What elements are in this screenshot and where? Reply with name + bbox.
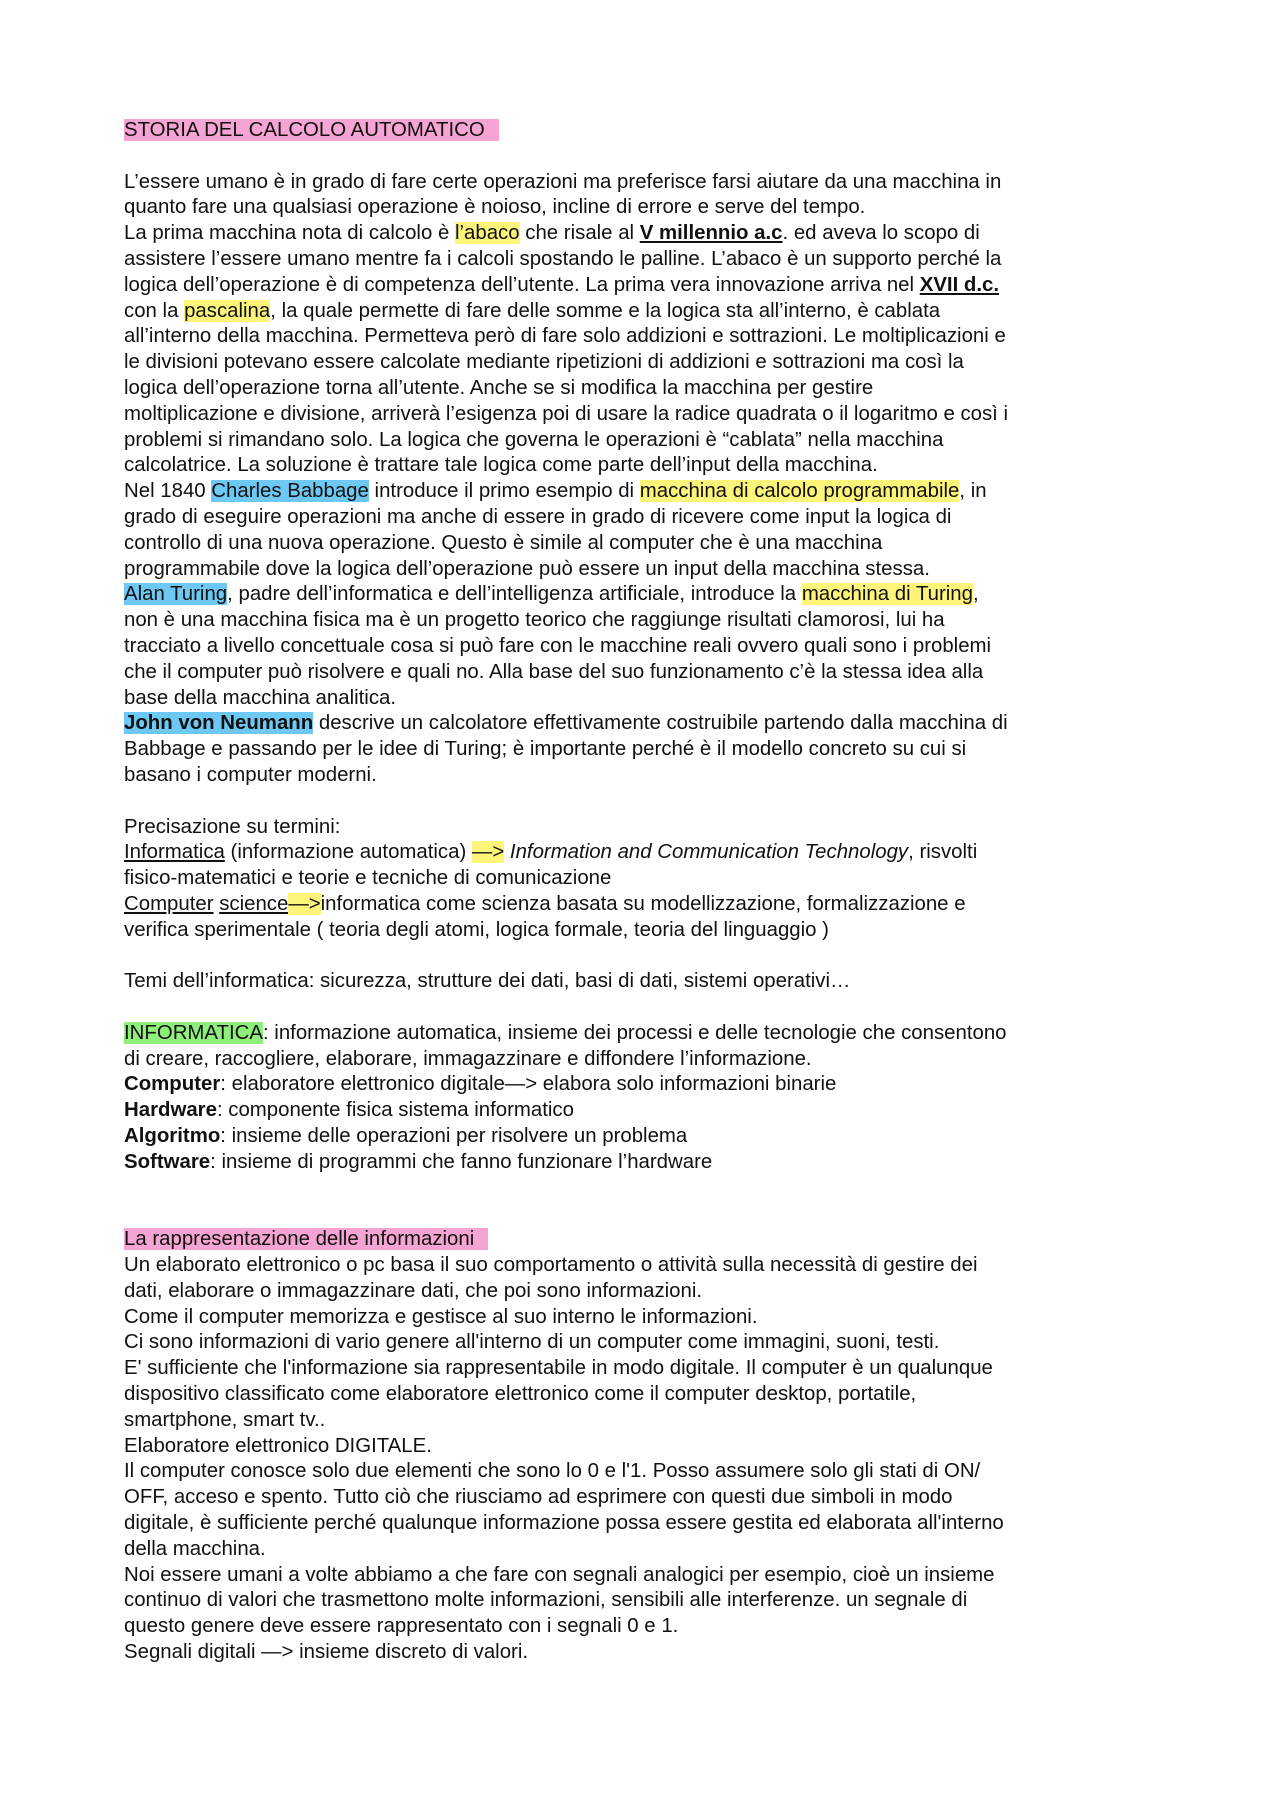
paragraph-line: Un elaborato elettronico o pc basa il suo comportamento o attività sulla necessità di gestire dei [124, 1254, 978, 1277]
paragraph-line: quanto fare una qualsiasi operazione è noioso, incline di errore e serve del tempo. [124, 196, 866, 219]
highlight-abaco: l’abaco [454, 222, 520, 245]
definition-item: Hardware: componente fisica sistema informatico [124, 1099, 574, 1122]
highlight-babbage: Charles Babbage [211, 480, 369, 503]
babbage-line: Nel 1840 Charles Babbage introduce il primo esempio di macchina di calcolo programmabile, in [124, 480, 987, 503]
paragraph-line: della macchina. [124, 1537, 266, 1560]
date-xvii: XVII d.c. [919, 273, 1000, 296]
document-page [124, 118, 1164, 1666]
paragraph-line: fisico-matematici e teorie e tecniche di comunicazione [124, 867, 612, 890]
paragraph-line: Elaboratore elettronico DIGITALE. [124, 1434, 432, 1457]
paragraph-line: problemi si rimandano solo. La logica che governa le operazioni è “cablata” nella macchina [124, 428, 944, 451]
paragraph-line: grado di eseguire operazioni ma anche di essere in grado di ricevere come input la logica di [124, 505, 952, 528]
title-highlight: STORIA DEL CALCOLO AUTOMATICO [124, 119, 499, 141]
paragraph-line: le divisioni potevano essere calcolate mediante ripetizioni di addizioni e sottrazioni ma così la [124, 351, 964, 374]
abaco-line: La prima macchina nota di calcolo è l’abaco che risale al V millennio a.c. ed aveva lo scopo di [124, 222, 980, 245]
title-highlight: La rappresentazione delle informazioni [124, 1228, 488, 1250]
paragraph-line: OFF, acceso e spento. Tutto ciò che riusciamo ad esprimere con questi due simboli in modo [124, 1486, 953, 1509]
arrow-highlight: —> [288, 892, 321, 915]
paragraph-line: Noi essere umani a volte abbiamo a che fare con segnali analogici per esempio, cioè un insieme [124, 1563, 995, 1586]
paragraph-line: assistere l’essere umano mentre fa i calcoli spostando le palline. L’abaco è un supporto perché la [124, 247, 1002, 270]
computer-science-line: Computer science—>informatica come scienza basata su modellizzazione, formalizzazione e [124, 892, 966, 915]
informatica-term-line: Informatica (informazione automatica) —> Information and Communication Technology, risvolti [124, 841, 978, 864]
highlight-pascalina: pascalina [184, 299, 271, 322]
highlight-turing: Alan Turing [124, 583, 228, 606]
paragraph-line: dati, elaborare o immagazzinare dati, che poi sono informazioni. [124, 1279, 703, 1302]
paragraph-line: Babbage e passando per le idee di Turing; è importante perché è il modello concreto su cui si [124, 738, 967, 761]
highlight-informatica: INFORMATICA [124, 1021, 263, 1044]
neumann-line: John von Neumann descrive un calcolatore effettivamente costruibile partendo dalla macchina di [124, 712, 1008, 735]
paragraph-line: di creare, raccogliere, elaborare, immagazzinare e diffondere l’informazione. [124, 1047, 812, 1070]
definition-item: Software: insieme di programmi che fanno funzionare l’hardware [124, 1150, 713, 1173]
highlight-macchina-programmabile: macchina di calcolo programmabile [639, 480, 960, 503]
paragraph-line: tracciato a livello concettuale cosa si può fare con le macchine reali ovvero quali sono i problemi [124, 634, 992, 657]
section-title-rappresentazione [124, 1227, 1164, 1253]
term-informatica: Informatica [124, 841, 225, 864]
highlight-neumann: John von Neumann [124, 712, 314, 735]
date-v-millennio: V millennio a.c [639, 222, 783, 245]
paragraph-line: verifica sperimentale ( teoria degli atomi, logica formale, teoria del linguaggio ) [124, 918, 829, 941]
paragraph-line: dispositivo classificato come elaboratore elettronico come il computer desktop, portatile, [124, 1383, 917, 1406]
paragraph-line: digitale, è sufficiente perché qualunque informazione possa essere gestita ed elaborata all'interno [124, 1512, 1004, 1535]
paragraph-line: basano i computer moderni. [124, 763, 377, 786]
xvii-line: logica dell’operazione è di competenza dell’utente. La prima vera innovazione arriva nel XVII d.c. [124, 273, 1000, 296]
ict-italic: Information and Communication Technology [504, 841, 909, 864]
pascalina-line: con la pascalina, la quale permette di fare delle somme e la logica sta all’interno, è cablata [124, 299, 941, 322]
informatica-definition-line: INFORMATICA: informazione automatica, insieme dei processi e delle tecnologie che consentono [124, 1021, 1007, 1044]
paragraph-line: Il computer conosce solo due elementi che sono lo 0 e l'1. Posso assumere solo gli stati di ON/ [124, 1460, 981, 1483]
paragraph-line: logica dell’operazione torna all’utente. Anche se si modifica la macchina per gestire [124, 376, 874, 399]
temi-line: Temi dell’informatica: sicurezza, strutture dei dati, basi di dati, sistemi operativi… [124, 970, 851, 993]
paragraph-line: all’interno della macchina. Permetteva però di fare solo addizioni e sottrazioni. Le moltiplicazioni e [124, 325, 1006, 348]
paragraph-line: Segnali digitali —> insieme discreto di valori. [124, 1641, 529, 1664]
paragraph-line: questo genere deve essere rappresentato con i segnali 0 e 1. [124, 1615, 679, 1638]
paragraph-line: Come il computer memorizza e gestisce al suo interno le informazioni. [124, 1305, 758, 1328]
paragraph-line: smartphone, smart tv.. [124, 1408, 326, 1431]
paragraph-line: programmabile dove la logica dell’operazione può essere un input della macchina stessa. [124, 557, 930, 580]
paragraph-line: non è una macchina fisica ma è un progetto teorico che raggiunge risultati clamorosi, lui ha [124, 609, 945, 632]
paragraph-line: che il computer può risolvere e quali no. Alla base del suo funzionamento c’è la stessa idea alla [124, 660, 984, 683]
highlight-macchina-turing: macchina di Turing [801, 583, 973, 606]
paragraph-line: base della macchina analitica. [124, 686, 397, 709]
term-science: science [219, 892, 289, 915]
paragraph-line: E' sufficiente che l'informazione sia rappresentabile in modo digitale. Il computer è un qualunque [124, 1357, 993, 1380]
terms-intro: Precisazione su termini: [124, 815, 341, 838]
section-title-storia [124, 118, 1164, 144]
paragraph-line: L’essere umano è in grado di fare certe operazioni ma preferisce farsi aiutare da una macchina in [124, 170, 1002, 193]
definition-item: Computer: elaboratore elettronico digitale—> elabora solo informazioni binarie [124, 1073, 837, 1096]
paragraph-line: continuo di valori che trasmettono molte informazioni, sensibili alle interferenze. un segnale di [124, 1589, 968, 1612]
paragraph-line: controllo di una nuova operazione. Questo è simile al computer che è una macchina [124, 531, 883, 554]
paragraph-line: calcolatrice. La soluzione è trattare tale logica come parte dell’input della macchina. [124, 454, 878, 477]
term-computer: Computer [124, 892, 214, 915]
arrow-highlight: —> [471, 841, 505, 864]
turing-line: Alan Turing, padre dell’informatica e dell’intelligenza artificiale, introduce la macchina di Turing, [124, 583, 979, 606]
paragraph-line: moltiplicazione e divisione, arriverà l’esigenza poi di usare la radice quadrata o il logaritmo e così i [124, 402, 1009, 425]
definition-item: Algoritmo: insieme delle operazioni per risolvere un problema [124, 1125, 688, 1148]
paragraph-line: Ci sono informazioni di vario genere all'interno di un computer come immagini, suoni, testi. [124, 1331, 940, 1354]
